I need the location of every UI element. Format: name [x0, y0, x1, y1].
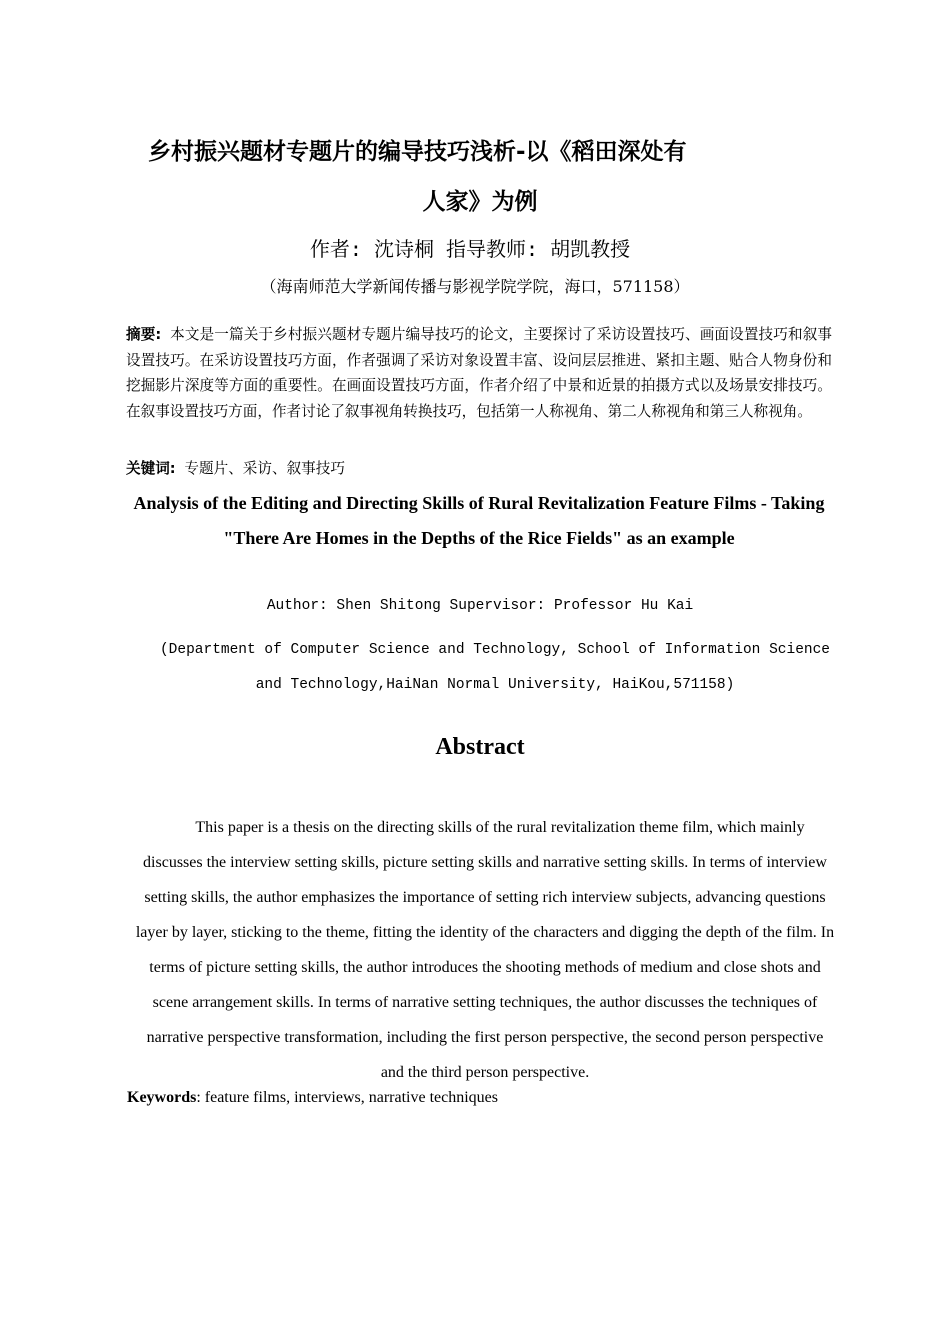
english-keywords-text: : feature films, interviews, narrative techniques: [196, 1089, 498, 1106]
english-abstract-text: This paper is a thesis on the directing skills of the rural revitalization theme film, which mainly discusses the interview setting skills, picture setting skills and narrative setting skills. In terms of interview setting skills, the author emphasizes the importance of setting rich interview subjects, advancing questions layer by layer, sticking to the theme, fitting the identity of the characters and digging the depth of the film. In terms of picture setting skills, the author introduces the shooting methods of medium and close shots and scene arrangement skills. In terms of narrative setting techniques, the author discusses the techniques of narrative perspective transformation, including the first person perspective, the second person perspective and the third person perspective.: [135, 819, 835, 1081]
english-title: Analysis of the Editing and Directing Skills of Rural Revitalization Feature Films - Taking "There Are Homes in the Depths of the Rice Fields" as an example: [133, 493, 825, 548]
english-abstract: [135, 810, 835, 1090]
chinese-title-line-2: 人家》为例: [422, 189, 538, 215]
chinese-keywords-text: 专题片、采访、叙事技巧: [175, 460, 345, 477]
english-author-line: Author: Shen Shitong Supervisor: Professor Hu Kai: [266, 598, 694, 614]
chinese-abstract-label: 摘要:: [126, 326, 162, 343]
chinese-keywords: [126, 457, 826, 478]
english-keywords: [127, 1089, 827, 1107]
chinese-title-line-1: 乡村振兴题材专题片的编导技巧浅析-以《稻田深处有: [148, 139, 687, 165]
abstract-heading: Abstract: [435, 734, 525, 760]
chinese-keywords-label: 关键词:: [126, 460, 176, 477]
english-keywords-label: Keywords: [127, 1089, 197, 1106]
chinese-affiliation: （海南师范大学新闻传播与影视学院学院，海口，571158）: [260, 277, 690, 296]
chinese-abstract: [126, 322, 832, 424]
chinese-author-line: 作者: 沈诗桐 指导教师: 胡凯教授: [309, 237, 631, 261]
english-affiliation: (Department of Computer Science and Technology, School of Information Science and Technology,HaiNan Normal University, HaiKou,571158): [159, 642, 830, 693]
chinese-abstract-text: 本文是一篇关于乡村振兴题材专题片编导技巧的论文，主要探讨了采访设置技巧、画面设置技巧和叙事设置技巧。在采访设置技巧方面，作者强调了采访对象设置丰富、设问层层推进、紧扣主题、贴合人物身份和挖掘影片深度等方面的重要性。在画面设置技巧方面，作者介绍了中景和近景的拍摄方式以及场景安排技巧。在叙事设置技巧方面，作者讨论了叙事视角转换技巧，包括第一人称视角、第二人称视角和第三人称视角。: [126, 326, 832, 420]
